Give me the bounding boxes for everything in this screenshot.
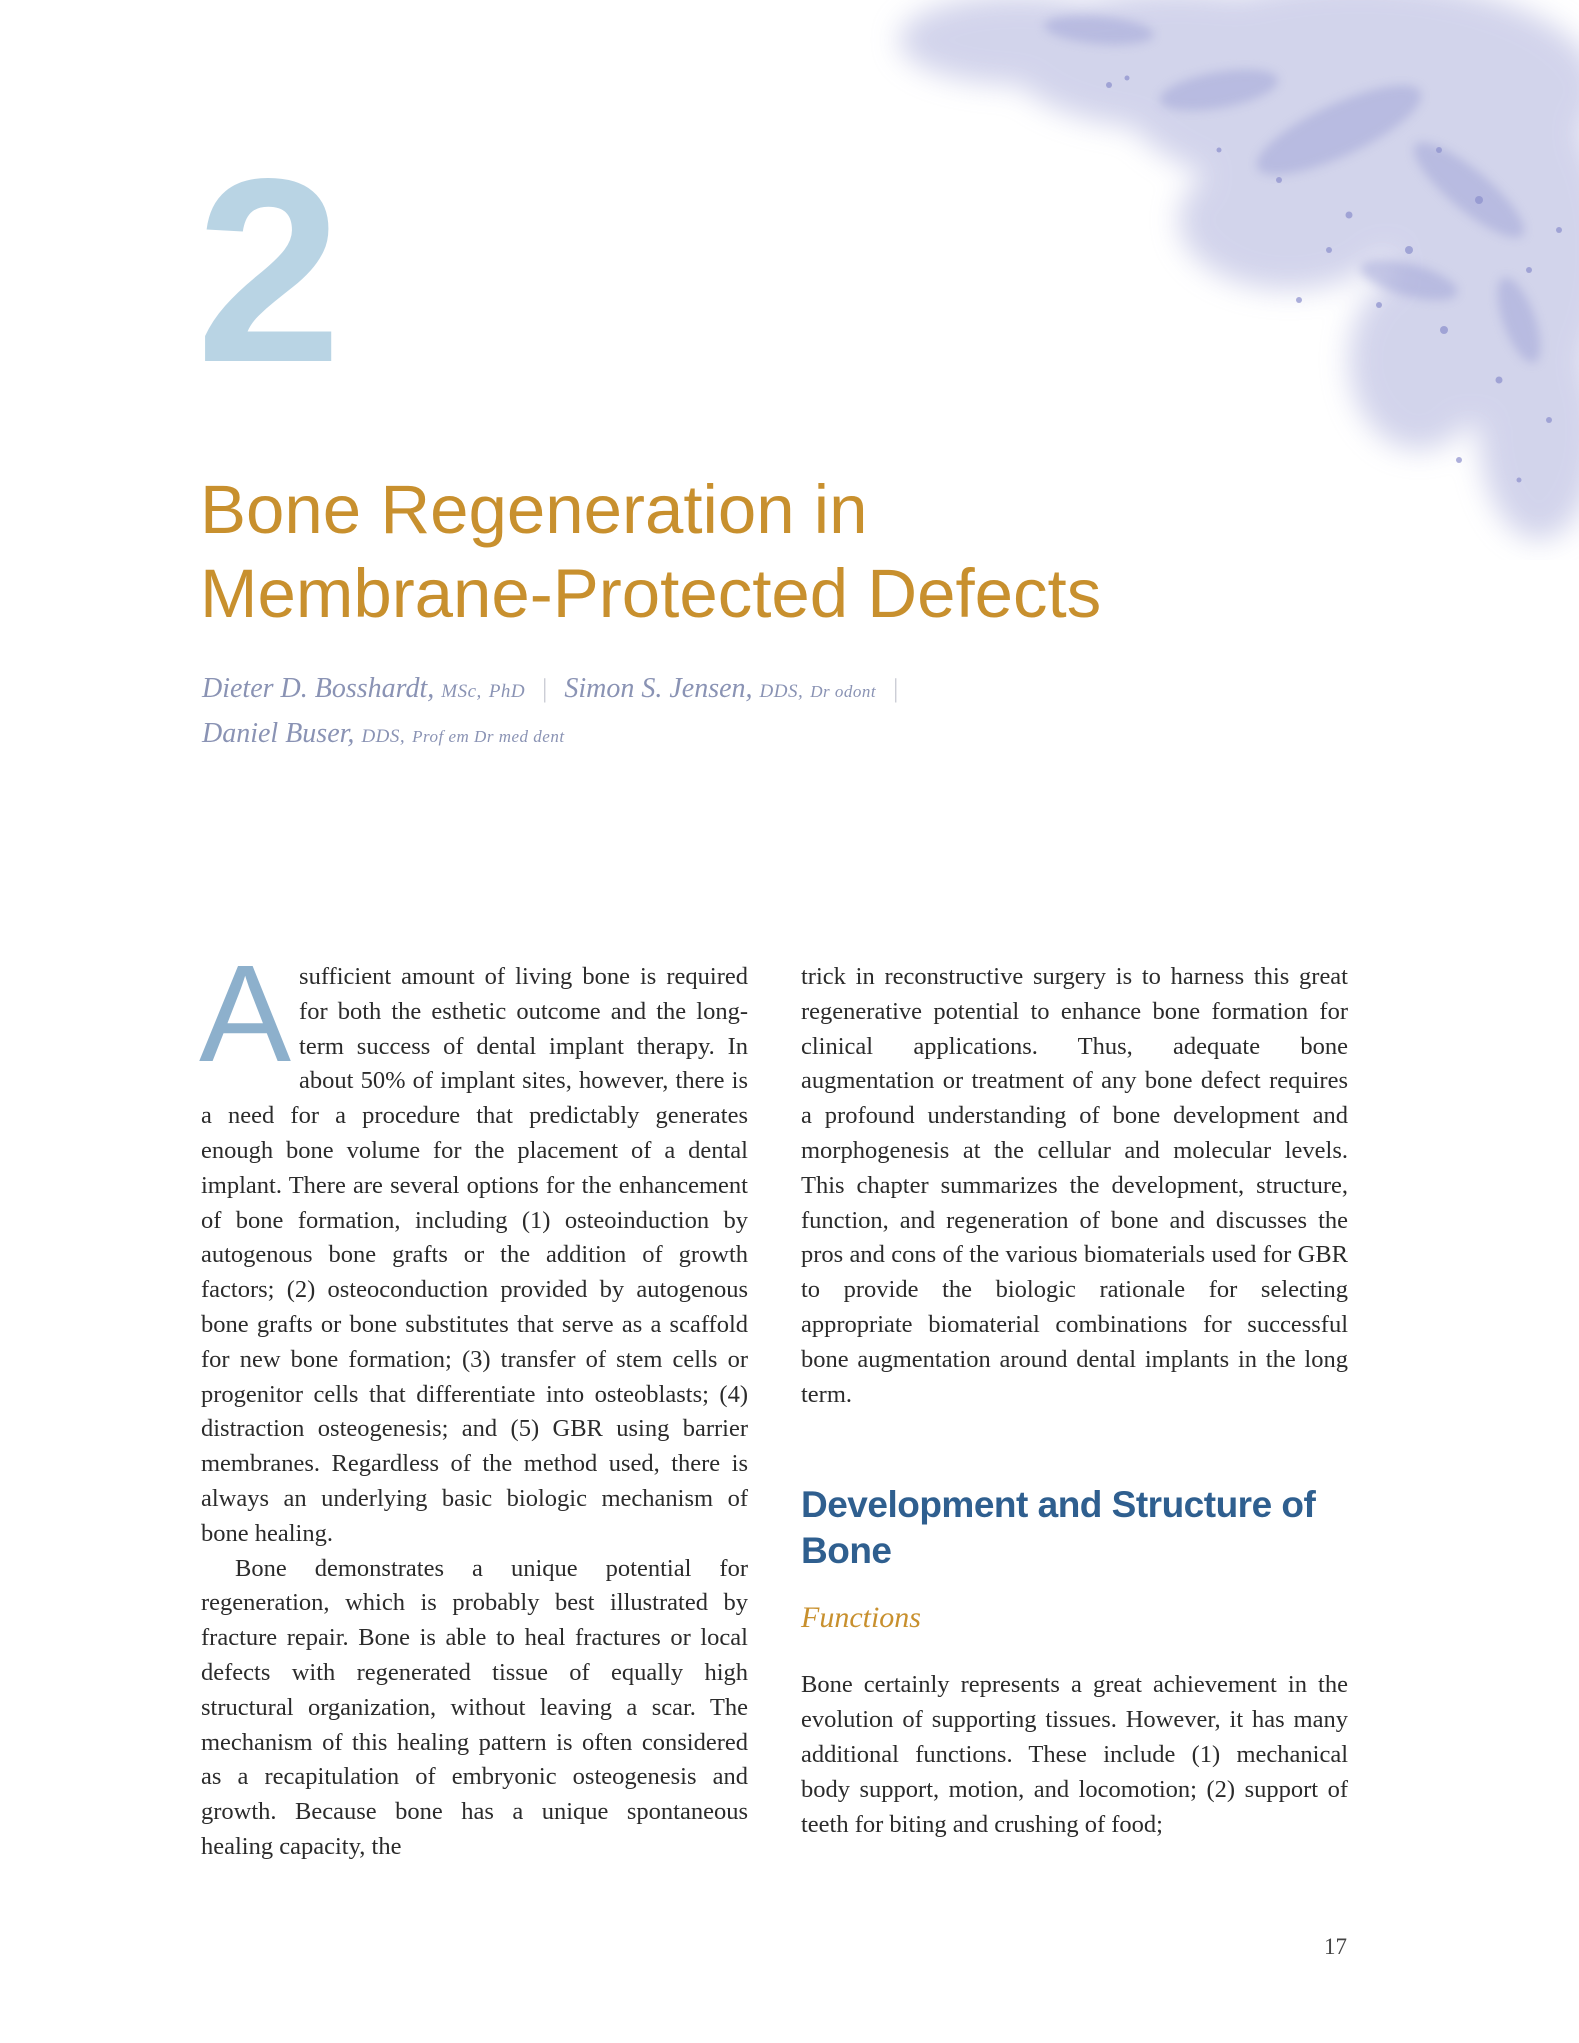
paragraph-text: sufficient amount of living bone is required for both the esthetic outcome and the long-term success of dental implant therapy. In about 50% of implant sites, however, there is a need for a procedure that predictably generates enough bone volume for the placement of a dental implant. There are several options for the enhancement of bone formation, including (1) osteoinduction by autogenous bone grafts or the addition of growth factors; (2) osteoconduction provided by autogenous bone grafts or bone substitutes that serve as a scaffold for new bone formation; (3) transfer of stem cells or progenitor cells that differentiate into osteoblasts; (4) distraction osteogenesis; and (5) GBR using barrier membranes. Regardless of the method used, there is always an underlying basic biologic mechanism of bone healing.	[201, 963, 748, 1547]
drop-cap: A	[199, 937, 292, 1091]
chapter-title-line-2: Membrane-Protected Defects	[200, 555, 1102, 632]
author-degree: Prof em Dr med dent	[412, 727, 565, 746]
author-degree: Dr odont	[810, 682, 877, 701]
body-paragraph: Bone demonstrates a unique potential for regeneration, which is probably best illustrated by fracture repair. Bone is able to heal fractures or local defects with regenerated tissue of equally high structural organization, without leaving a scar. The mechanism of this healing pattern is often considered as a recapitulation of embryonic osteogenesis and growth. Because bone has a unique spontaneous healing capacity, the	[201, 1554, 748, 1860]
chapter-title-line-1: Bone Regeneration in	[200, 471, 868, 548]
body-paragraph: Bone certainly represents a great achievement in the evolution of supporting tissues. However, it has many additional functions. These include (1) mechanical body support, motion, and locomotion; (2) support of teeth for biting and crushing of food;	[801, 1671, 1348, 1838]
author-name: Dieter D. Bosshardt,	[202, 673, 435, 704]
author-degree: PhD	[488, 681, 526, 702]
body-column-left	[199, 937, 748, 1865]
author-degree: MSc,	[441, 681, 482, 702]
author-degree: DDS,	[759, 681, 804, 702]
author-line-2	[202, 713, 1102, 758]
author-degree: DDS,	[361, 726, 406, 747]
author-list	[202, 668, 1102, 758]
author-line-1	[202, 668, 1102, 713]
page-number: 17	[1324, 1934, 1347, 1959]
subsection-heading: Functions	[801, 1601, 921, 1635]
body-paragraph: trick in reconstructive surgery is to harness this great regenerative potential to enhance bone formation for clinical applications. Thus, adequate bone augmentation or treatment of any bone defect requires a profound understanding of bone development and morphogenesis at the cellular and molecular levels. This chapter summarizes the development, structure, function, and regeneration of bone and discusses the pros and cons of the various biomaterials used for GBR to provide the biologic rationale for selecting appropriate biomaterial combinations for successful bone augmentation around dental implants in the long term.	[801, 963, 1348, 1408]
author-name: Simon S. Jensen,	[564, 673, 753, 704]
author-separator: |	[893, 674, 899, 703]
chapter-number: 2	[196, 124, 338, 417]
section-heading: Development and Structure of Bone	[801, 1484, 1316, 1572]
author-separator: |	[542, 674, 548, 703]
body-paragraph	[199, 937, 748, 1552]
author-name: Daniel Buser,	[202, 718, 355, 749]
chapter-title	[200, 468, 1200, 636]
body-column-right	[801, 960, 1348, 1842]
